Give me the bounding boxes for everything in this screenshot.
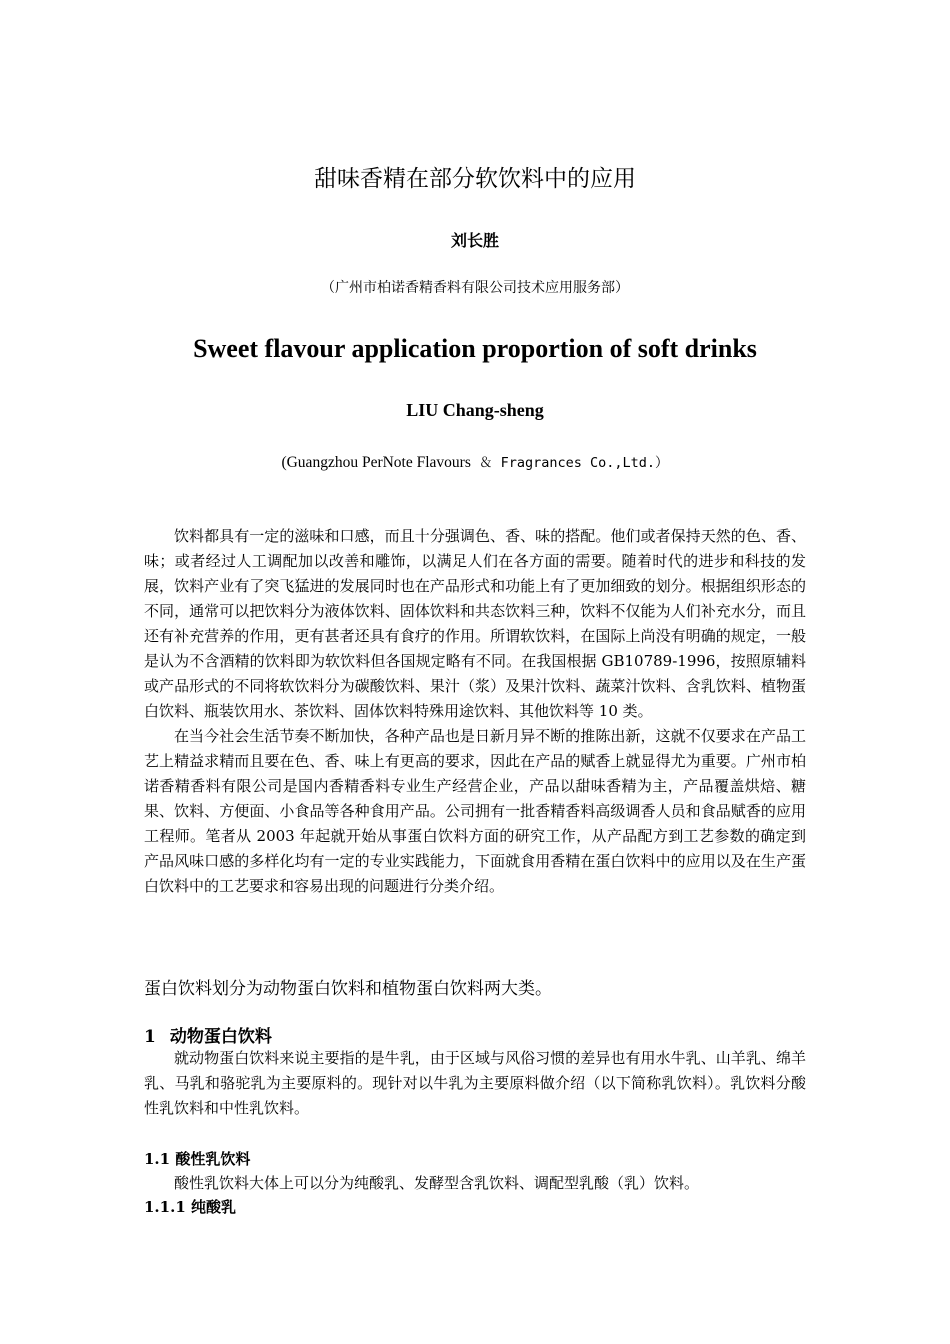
paper-title-cn: 甜味香精在部分软饮料中的应用 bbox=[314, 166, 636, 192]
intro-paragraphs bbox=[144, 524, 806, 899]
paragraph: 酸性乳饮料大体上可以分为纯酸乳、发酵型含乳饮料、调配型乳酸（乳）饮料。 bbox=[174, 1174, 700, 1192]
section-number: 1 bbox=[144, 1027, 156, 1047]
paragraph: 就动物蛋白饮料来说主要指的是牛乳，由于区域与风俗习惯的差异也有用水牛乳、山羊乳、绵羊乳、马乳和骆驼乳为主要原料的。现针对以牛乳为主要原料做介绍（以下简称乳饮料）。乳饮料分酸性乳饮料和中性乳饮料。 bbox=[144, 1049, 806, 1117]
section-heading-1 bbox=[144, 1022, 272, 1047]
affiliation-en bbox=[0, 451, 950, 472]
section-heading-1-1-1: 1.1.1 纯酸乳 bbox=[144, 1198, 236, 1216]
section-1-body bbox=[144, 1046, 806, 1121]
section-title: 动物蛋白饮料 bbox=[169, 1027, 272, 1047]
section-1-1-body bbox=[144, 1171, 806, 1196]
author-name-en: LIU Chang-sheng bbox=[406, 400, 544, 420]
paragraph: 在当今社会生活节奏不断加快，各种产品也是日新月异不断的推陈出新，这就不仅要求在产品工艺上精益求精而且要在色、香、味上有更高的要求，因此在产品的赋香上就显得尤为重要。广州市柏诺香精香料有限公司是国内香精香料专业生产经营企业，产品以甜味香精为主，产品覆盖烘焙、糖果、饮料、方便面、小食品等各种食用产品。公司拥有一批香精香料高级调香人员和食品赋香的应用工程师。笔者从 2003 年起就开始从事蛋白饮料方面的研究工作，从产品配方到工艺参数的确定到产品风味口感的多样化均有一定的专业实践能力，下面就食用香精在蛋白饮料中的应用以及在生产蛋白饮料中的工艺要求和容易出现的问题进行分类介绍。 bbox=[144, 727, 806, 895]
section-heading-main: 蛋白饮料划分为动物蛋白饮料和植物蛋白饮料两大类。 bbox=[144, 979, 552, 999]
affiliation-en-part1: (Guangzhou PerNote Flavours bbox=[281, 454, 471, 471]
author-name-cn: 刘长胜 bbox=[450, 231, 499, 250]
paragraph: 饮料都具有一定的滋味和口感，而且十分强调色、香、味的搭配。他们或者保持天然的色、香、味；或者经过人工调配加以改善和雕饰，以满足人们在各方面的需要。随着时代的进步和科技的发展，饮料产业有了突飞猛进的发展同时也在产品形式和功能上有了更加细致的划分。根据组织形态的不同，通常可以把饮料分为液体饮料、固体饮料和共态饮料三种，饮料不仅能为人们补充水分，而且还有补充营养的作用，更有甚者还具有食疗的作用。所谓软饮料，在国际上尚没有明确的规定，一般是认为不含酒精的饮料即为软饮料但各国规定略有不同。在我国根据 GB10789-1996，按照原辅料或产品形式的不同将软饮料分为碳酸饮料、果汁（浆）及果汁饮料、蔬菜汁饮料、含乳饮料、植物蛋白饮料、瓶装饮用水、茶饮料、固体饮料特殊用途饮料、其他饮料等 10 类。 bbox=[144, 527, 806, 720]
paper-title-en: Sweet flavour application proportion of soft drinks bbox=[193, 334, 757, 363]
affiliation-en-part2: ＆ Fragrances Co.,Ltd.） bbox=[470, 455, 669, 471]
section-heading-1-1: 1.1 酸性乳饮料 bbox=[144, 1150, 251, 1168]
affiliation-cn: （广州市柏诺香精香料有限公司技术应用服务部） bbox=[321, 280, 629, 296]
